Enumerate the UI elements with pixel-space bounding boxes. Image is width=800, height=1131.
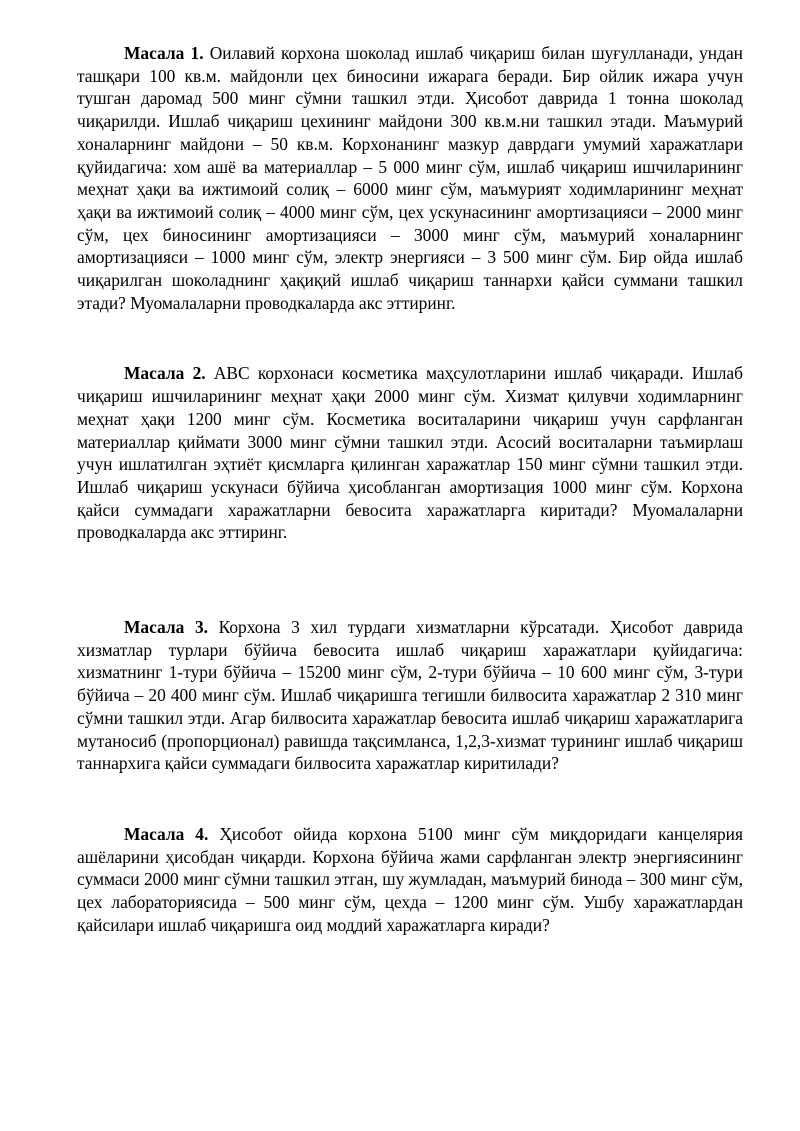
problem-1-text: Оилавий корхона шоколад ишлаб чиқариш билан шуғулланади, ундан ташқари 100 кв.м. майдонли цех биносини ижарага беради. Бир ойлик ижара учун тушган даромад 500 минг сўмни ташкил этди. Ҳисобот даврида 1 тонна шоколад чиқарилди. Ишлаб чиқариш цехининг майдони 300 кв.м.ни ташкил этади. Маъмурий хоналарнинг майдони – 50 кв.м. Корхонанинг мазкур даврдаги умумий харажатлари қуйидагича: хом ашё ва материаллар – 5 000 минг сўм, ишлаб чиқариш ишчиларининг меҳнат ҳақи ва ижтимоий солиқ – 6000 минг сўм, маъмурият ходимларининг меҳнат ҳақи ва ижтимоий солиқ – 4000 минг сўм, цех ускунасининг амортизацияси – 2000 минг сўм, цех биносининг амортизацияси – 3000 минг сўм, маъмурий хоналарнинг амортизацияси – 1000 минг сўм, электр энергияси – 3 500 минг сўм. Бир ойда ишлаб чиқарилган шоколаднинг ҳақиқий ишлаб чиқариш таннархи қайси суммани ташкил этади? Муомалаларни проводкаларда акс эттиринг. (77, 43, 743, 313)
problem-3-text: Корхона 3 хил турдаги хизматларни кўрсатади. Ҳисобот даврида хизматлар турлари бўйича бевосита ишлаб чиқариш харажатлари қуйидагича: хизматнинг 1-тури бўйича – 15200 минг сўм, 2-тури бўйича – 10 600 минг сўм, 3-тури бўйича – 20 400 минг сўм. Ишлаб чиқаришга тегишли билвосита харажатлар 2 310 минг сўмни ташкил этди. Агар билвосита харажатлар бевосита ишлаб чиқариш харажатларига мутаносиб (пропорционал) равишда тақсимланса, 1,2,3-хизмат турининг ишлаб чиқариш таннархига қайси суммадаги билвосита харажатлар киритилади? (77, 617, 743, 774)
problem-4 (77, 823, 743, 937)
problem-2-label: Масала 2. (124, 363, 206, 384)
problem-2 (77, 362, 743, 544)
document-page (77, 42, 743, 937)
problem-1-label: Масала 1. (124, 43, 204, 63)
problem-4-label: Масала 4. (124, 823, 209, 844)
problem-3-label: Масала 3. (124, 617, 208, 638)
problem-1 (77, 42, 743, 314)
problem-3 (77, 616, 743, 775)
problem-4-text: Ҳисобот ойида корхона 5100 минг сўм миқдоридаги канцелярия ашёларини ҳисобдан чиқарди. Корхона бўйича жами сарфланган электр энергиясининг суммаси 2000 минг сўмни ташкил этган, шу жумладан, маъмурий бинода – 300 минг сўм, цех лабораториясида – 500 минг сўм, цехда – 1200 минг сўм. Ушбу харажатлардан қайсилари ишлаб чиқаришга оид моддий харажатларга киради? (77, 823, 743, 935)
problem-2-text: АВС корхонаси косметика маҳсулотларини ишлаб чиқаради. Ишлаб чиқариш ишчиларининг меҳнат ҳақи 2000 минг сўм. Хизмат қилувчи ходимларнинг меҳнат ҳақи 1200 минг сўм. Косметика воситаларини чиқариш учун сарфланган материаллар қиймати 3000 минг сўмни ташкил этди. Асосий воситаларни таъмирлаш учун ишлатилган эҳтиёт қисмларга қилинган харажатлар 150 минг сўмни ташкил этди. Ишлаб чиқариш ускунаси бўйича ҳисобланган амортизация 1000 минг сўм. Корхона қайси суммадаги харажатларни бевосита харажатларга киритади? Муомалаларни проводкаларда акс эттиринг. (77, 363, 743, 543)
